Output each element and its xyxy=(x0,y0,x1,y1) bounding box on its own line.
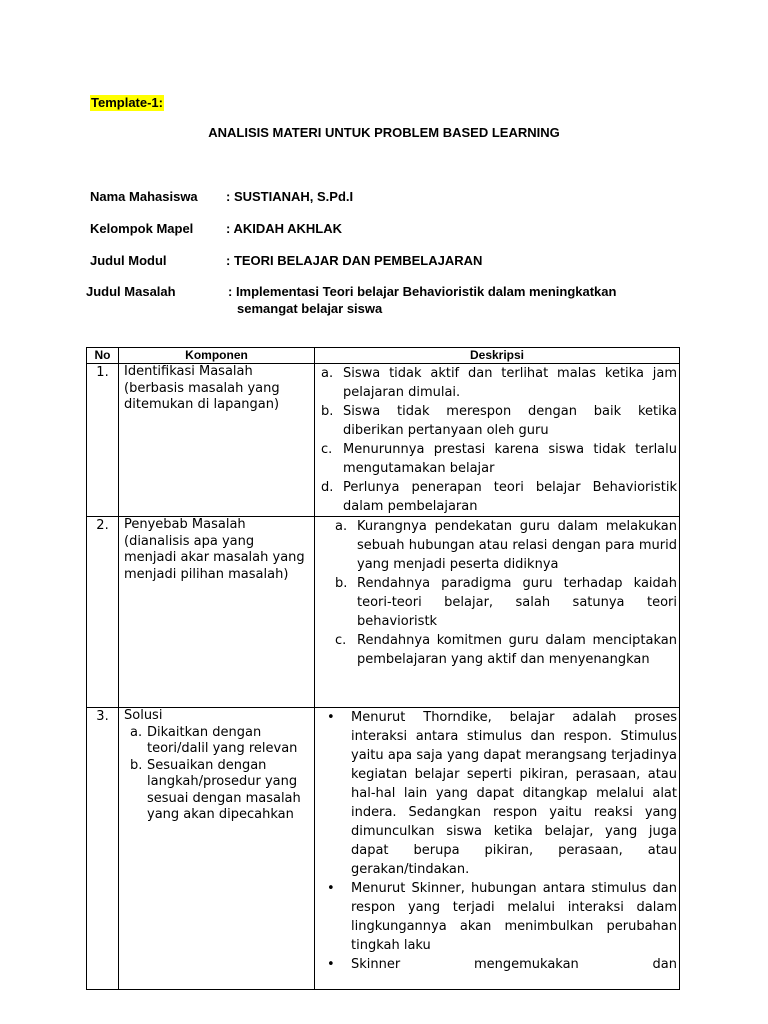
row-number: 3. xyxy=(87,708,119,990)
row-deskripsi xyxy=(315,708,680,990)
table-row xyxy=(87,517,680,708)
row-deskripsi xyxy=(315,517,680,708)
info-value: : TEORI BELAJAR DAN PEMBELAJARAN xyxy=(226,253,483,268)
row-komponen xyxy=(119,708,315,990)
komponen-title: Solusi xyxy=(124,708,163,723)
table-header-row xyxy=(87,348,680,364)
komponen-list-item: b. Sesuaikan dengan langkah/prosedur yang sesuai dengan masalah yang akan dipecahkan xyxy=(130,757,301,822)
info-value: : AKIDAH AKHLAK xyxy=(226,221,343,236)
header-komponen: Komponen xyxy=(119,348,315,364)
list-item: • Menurut Thorndike, belajar adalah proses interaksi antara stimulus dan respon. Stimulus yaitu apa saja yang dapat merangsang terjadinya kegiatan belajar seperti pikiran, perasaan, atau hal-hal lain yang dapat ditangkap melalui alat indera. Sedangkan respon yaitu reaksi yang dimunculkan siswa ketika belajar, yang juga dapat berupa pikiran, perasaan, atau gerakan/tindakan. xyxy=(327,710,677,877)
bullet-icon: • xyxy=(327,957,335,972)
info-value-continuation: semangat belajar siswa xyxy=(237,301,383,316)
template-label: Template-1: xyxy=(91,95,163,110)
list-item: b. Rendahnya paradigma guru terhadap kaidah teori-teori belajar, salah satunya teori behavioristk xyxy=(335,576,677,629)
info-value: : Implementasi Teori belajar Behavioristik dalam meningkatkan xyxy=(228,284,617,299)
row-deskripsi xyxy=(315,364,680,517)
info-label: Kelompok Mapel xyxy=(90,221,194,236)
bullet-icon: • xyxy=(327,881,335,896)
komponen-list-item: a. Dikaitkan dengan teori/dalil yang relevan xyxy=(130,724,298,756)
analysis-table xyxy=(86,347,680,990)
row-komponen: Penyebab Masalah (dianalisis apa yang menjadi akar masalah yang menjadi pilihan masalah) xyxy=(119,517,315,708)
table-row xyxy=(87,708,680,990)
info-label: Nama Mahasiswa xyxy=(90,189,198,204)
list-item: d. Perlunya penerapan teori belajar Behavioristik dalam pembelajaran xyxy=(321,480,677,514)
info-label: Judul Modul xyxy=(90,253,167,268)
row-number: 1. xyxy=(87,364,119,517)
list-item: • Menurut Skinner, hubungan antara stimulus dan respon yang terjadi melalui interaksi dalam lingkungannya akan menimbulkan perubahan tingkah laku xyxy=(327,881,677,953)
list-item: • Skinner mengemukakan dan xyxy=(327,957,677,972)
document-title: ANALISIS MATERI UNTUK PROBLEM BASED LEARNING xyxy=(208,125,560,140)
header-deskripsi: Deskripsi xyxy=(315,348,680,364)
list-item: b. Siswa tidak merespon dengan baik ketika diberikan pertanyaan oleh guru xyxy=(321,404,677,438)
row-komponen: Identifikasi Masalah (berbasis masalah yang ditemukan di lapangan) xyxy=(119,364,315,517)
list-item: c. Rendahnya komitmen guru dalam menciptakan pembelajaran yang aktif dan menyenangkan xyxy=(335,633,677,667)
list-item: a. Siswa tidak aktif dan terlihat malas ketika jam pelajaran dimulai. xyxy=(321,366,677,400)
list-item: c. Menurunnya prestasi karena siswa tidak terlalu mengutamakan belajar xyxy=(321,442,677,476)
info-value: : SUSTIANAH, S.Pd.I xyxy=(226,189,354,204)
header-no: No xyxy=(87,348,119,364)
bullet-icon: • xyxy=(327,710,335,725)
list-item: a. Kurangnya pendekatan guru dalam melakukan sebuah hubungan atau relasi dengan para murid yang menjadi peserta didiknya xyxy=(335,519,677,572)
table-row xyxy=(87,364,680,517)
row-number: 2. xyxy=(87,517,119,708)
info-label: Judul Masalah xyxy=(86,284,176,299)
